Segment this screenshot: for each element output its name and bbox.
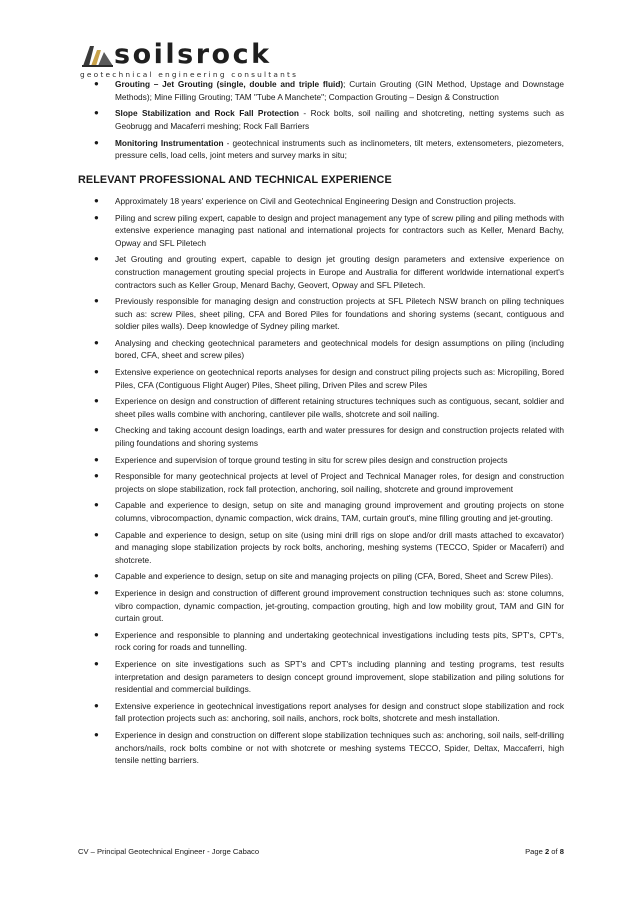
list-item bbox=[78, 78, 564, 103]
list-item-text: Capable and experience to design, setup on site and managing projects on piling (CFA, Bored, Sheet and Screw Piles). bbox=[115, 571, 554, 582]
bullet-icon: ● bbox=[94, 79, 99, 88]
list-item bbox=[78, 107, 564, 132]
bullet-icon: ● bbox=[94, 367, 99, 377]
bullet-icon: ● bbox=[94, 137, 99, 147]
logo-tagline: geotechnical engineering consultants bbox=[80, 70, 299, 79]
list-item-text: Responsible for many geotechnical projects at level of Project and Technical Manager roles, for design and construction projects on slope stabilization, rock fall protection, anchoring, soil nailing, shotcrete and ground improvement bbox=[115, 471, 564, 494]
list-item-text: - Rock bolts, soil nailing and shotcreting, netting systems such as Geobrugg and Macaferri meshing; Rock Fall Barriers bbox=[115, 108, 564, 131]
experience-list bbox=[78, 195, 564, 767]
bullet-icon: ● bbox=[94, 296, 99, 306]
bullet-icon: ● bbox=[94, 700, 99, 710]
list-item bbox=[78, 499, 564, 524]
list-item-text: Experience and supervision of torque ground testing in situ for screw piles design and construction projects bbox=[115, 454, 508, 465]
bullet-icon: ● bbox=[94, 454, 99, 464]
list-item-text: Extensive experience on geotechnical reports analyses for design and construct piling projects such as: Micropiling, Bored Piles, CFA (Contiguous Flight Auger) Piles, Sheet piling, Driven Piles and screw Piles bbox=[115, 367, 564, 390]
page-label: Page bbox=[525, 847, 543, 856]
logo-mark-icon bbox=[80, 42, 114, 68]
page-current: 2 bbox=[544, 847, 550, 856]
page-total: 8 bbox=[559, 847, 564, 856]
bullet-icon: ● bbox=[94, 396, 99, 406]
list-item-text: ; Curtain Grouting (GIN Method, Upstage and Downstage Methods); Mine Filling Grouting; TAM "Tube A Manchete"; Compaction Grouting – Design & Construction bbox=[115, 79, 564, 102]
top-bullet-list bbox=[78, 78, 564, 162]
list-item-text: Experience on design and construction of different retaining structures techniques such as contiguous, secant, soldier and sheet piles walls combine with anchoring, cantilever pile walls, shotcrete and soil nailing. bbox=[115, 396, 564, 419]
list-item bbox=[78, 295, 564, 333]
bullet-icon: ● bbox=[94, 629, 99, 639]
list-item-text: - geotechnical instruments such as inclinometers, tilt meters, extensometers, piezometers, pressure cells, load cells, joint meters and survey marks in situ; bbox=[115, 137, 564, 161]
list-item-text: Checking and taking account design loadings, earth and water pressures for design and construction projects related with piling foundations and shoring systems bbox=[115, 425, 564, 449]
bullet-icon: ● bbox=[94, 500, 99, 510]
list-item bbox=[78, 570, 564, 583]
list-item bbox=[78, 195, 564, 208]
list-item bbox=[78, 587, 564, 625]
page-of: of bbox=[551, 847, 558, 856]
list-item bbox=[78, 212, 564, 250]
bullet-icon: ● bbox=[94, 729, 99, 739]
bullet-icon: ● bbox=[94, 212, 99, 222]
list-item-text: Analysing and checking geotechnical parameters and geotechnical models for design assumptions on piling (including bored, CFA, sheet and screw piles) bbox=[115, 337, 564, 361]
page-number bbox=[525, 847, 564, 856]
list-item-text: Jet Grouting and grouting expert, capable to design jet grouting design parameters and extensive experience on construction management grouting special projects in Europe and Australia for different worldwide international expert's contractors such as Keller Group, Menard Bachy, Geovert, Opway and SFL Piletech. bbox=[115, 254, 564, 290]
list-item bbox=[78, 424, 564, 449]
list-item bbox=[78, 729, 564, 767]
document-body bbox=[78, 78, 564, 771]
list-item-text: Approximately 18 years' experience on Civil and Geotechnical Engineering Design and Construction projects. bbox=[115, 195, 516, 206]
logo-wordmark: soilsrock bbox=[114, 39, 272, 70]
bullet-icon: ● bbox=[94, 425, 99, 435]
bullet-icon: ● bbox=[94, 337, 99, 347]
bullet-icon: ● bbox=[94, 571, 99, 581]
bullet-icon: ● bbox=[94, 254, 99, 264]
list-item-text: Piling and screw piling expert, capable to design and project management any type of screw piling and piling methods with extensive experience managing past national and international projects for contractors such as Keller, Menard Bachy, Opway and SFL Piletech bbox=[115, 212, 564, 248]
bullet-icon: ● bbox=[94, 471, 99, 481]
list-item-text: Capable and experience to design, setup on site (using mini drill rigs on slope and/or drill masts attached to excavator) and managing slope stabilization projects by rock bolts, anchoring, meshing systems (TECCO, Spider or Macaferri) and shotcrete. bbox=[115, 529, 564, 565]
list-item bbox=[78, 337, 564, 362]
bullet-icon: ● bbox=[94, 195, 99, 205]
bullet-icon: ● bbox=[94, 658, 99, 668]
list-item bbox=[78, 529, 564, 567]
list-item-text: Experience and responsible to planning and undertaking geotechnical investigations including tests pits, SPT's, CPT's, rock coring for roads and tunnelling. bbox=[115, 629, 564, 653]
list-item-bold: Slope Stabilization and Rock Fall Protection bbox=[115, 108, 299, 119]
list-item-text: Experience in design and construction of different ground improvement construction techniques such as: stone columns, vibro compaction, dynamic compaction, jet-grouting, compaction grouting, high and low mobility grout, TAM and GIN for curtain grout. bbox=[115, 587, 564, 624]
list-item-bold: Monitoring Instrumentation bbox=[115, 137, 224, 148]
list-item bbox=[78, 629, 564, 654]
list-item-text: Extensive experience in geotechnical investigations report analyses for design and construct slope stabilization and rock fall protection projects such as: anchoring, soil nails, anchors, rock bolts, shotcrete and mesh installation. bbox=[115, 700, 564, 724]
list-item bbox=[78, 470, 564, 495]
bullet-icon: ● bbox=[94, 529, 99, 539]
footer-title: CV – Principal Geotechnical Engineer - Jorge Cabaco bbox=[78, 847, 260, 856]
list-item-bold: Grouting – Jet Grouting (single, double and triple fluid) bbox=[115, 79, 344, 89]
bullet-icon: ● bbox=[94, 587, 99, 597]
list-item-text: Experience on site investigations such as SPT's and CPT's including planning and testing programs, test results interpretation and design parameters to design concept ground improvement, slope stabilization and piling solutions for residential and commercial buildings. bbox=[115, 658, 564, 695]
list-item-text: Experience in design and construction on different slope stabilization techniques such as: anchoring, soil nails, self-drilling anchors/nails, rock bolts combine or not with shotcrete or meshing systems TECCO, Spider, Deltax, Maccaferri, high tensile netting barriers. bbox=[115, 729, 564, 766]
list-item bbox=[78, 137, 564, 162]
company-logo bbox=[80, 39, 299, 82]
list-item bbox=[78, 454, 564, 467]
bullet-icon: ● bbox=[94, 108, 99, 118]
list-item-text: Capable and experience to design, setup on site and managing ground improvement and grouting projects on stone columns, vibrocompaction, dynamic compaction, wick drains, TAM, curtain grout's, mine filling grouting and jet-grouting. bbox=[115, 500, 564, 523]
list-item-text: Previously responsible for managing design and construction projects at SFL Piletech NSW branch on piling techniques such as: screw Piles, sheet piling, CFA and Bored Piles for foundations and shoring systems (secant, contiguous and soldier piles walls). Deep knowledge of Sydney piling market. bbox=[115, 296, 564, 332]
list-item bbox=[78, 395, 564, 420]
list-item bbox=[78, 700, 564, 725]
list-item bbox=[78, 366, 564, 391]
list-item bbox=[78, 253, 564, 291]
section-heading: RELEVANT PROFESSIONAL AND TECHNICAL EXPERIENCE bbox=[78, 173, 392, 186]
list-item bbox=[78, 658, 564, 696]
